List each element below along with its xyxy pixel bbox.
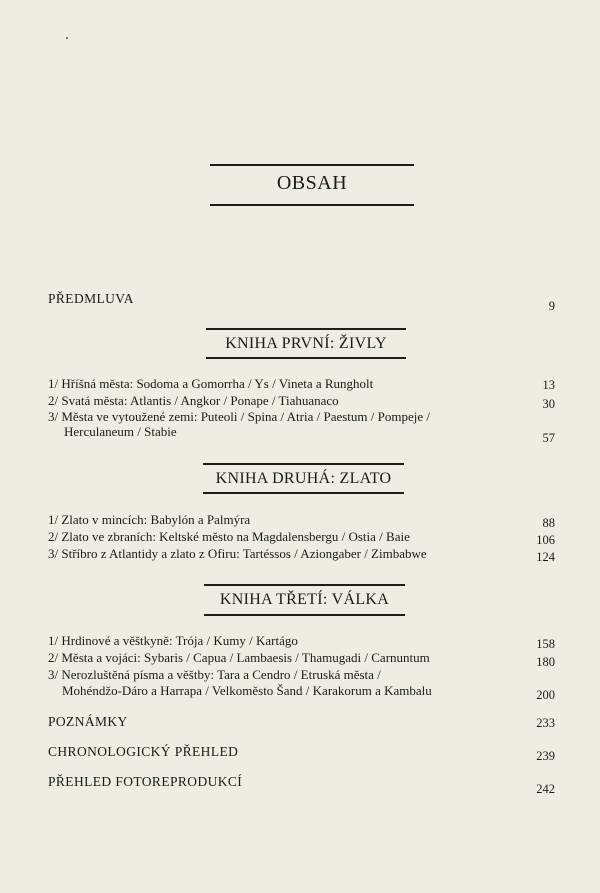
book1-entry2-line1: 2/ Svatá města: Atlantis / Angkor / Ponape / Tiahuanaco: [48, 393, 339, 408]
book3-entry2-line1: 2/ Města a vojáci: Sybaris / Capua / Lambaesis / Thamugadi / Carnuntum: [48, 650, 430, 665]
book2-heading: KNIHA DRUHÁ: ZLATO: [215, 470, 392, 487]
book3-entry3-line1: 3/ Nerozluštěná písma a věštby: Tara a Cendro / Etruská města /: [48, 667, 381, 682]
book1-rule-bottom: [206, 357, 406, 359]
book2-entry1-page: 88: [542, 516, 555, 530]
appendix-chronology-page: 239: [536, 749, 555, 763]
book1-entry1-line1: 1/ Hříšná města: Sodoma a Gomorrha / Ys / Vineta a Rungholt: [48, 376, 374, 391]
book2-entry2-page: 106: [536, 533, 555, 547]
book3-heading: KNIHA TŘETÍ: VÁLKA: [219, 591, 390, 608]
book2-entry2-line1: 2/ Zlato ve zbraních: Keltské město na Magdalensbergu / Ostia / Baie: [48, 529, 410, 544]
book3-entry3-page: 200: [536, 688, 555, 702]
book3-rule-bottom: [204, 614, 405, 616]
book1-entry3-page: 57: [542, 431, 555, 445]
page-speck: [66, 37, 68, 39]
book3-entry3-line2: Mohéndžo-Dáro a Harrapa / Velkoměsto Šand / Karakorum a Kambalu: [62, 683, 432, 698]
book3-entry1-line1: 1/ Hrdinové a věštkyně: Trója / Kumy / Kartágo: [48, 633, 298, 648]
book2-entry3-line1: 3/ Stříbro z Atlantidy a zlato z Ofiru: Tartéssos / Aziongaber / Zimbabwe: [48, 546, 427, 561]
appendix-notes-page: 233: [536, 716, 555, 730]
book1-entry3-line2: Herculaneum / Stabie: [64, 424, 177, 439]
appendix-chronology-label: CHRONOLOGICKÝ PŘEHLED: [48, 744, 239, 759]
preface-label: PŘEDMLUVA: [48, 291, 134, 306]
book1-entry1-page: 13: [542, 378, 555, 392]
title-rule-top: [210, 164, 414, 166]
book2-entry1-line1: 1/ Zlato v mincích: Babylón a Palmýra: [48, 512, 251, 527]
book3-rule-top: [204, 584, 405, 586]
book1-rule-top: [206, 328, 406, 330]
book2-rule-bottom: [203, 492, 404, 494]
book1-heading: KNIHA PRVNÍ: ŽIVLY: [225, 335, 387, 352]
book3-entry1-page: 158: [536, 637, 555, 651]
page-title: OBSAH: [276, 172, 348, 194]
appendix-notes-label: POZNÁMKY: [48, 714, 128, 729]
book1-entry3-line1: 3/ Města ve vytoužené zemi: Puteoli / Spina / Atria / Paestum / Pompeje /: [48, 409, 430, 424]
book1-entry2-page: 30: [542, 397, 555, 411]
title-rule-bottom: [210, 204, 414, 206]
appendix-photos-label: PŘEHLED FOTOREPRODUKCÍ: [48, 774, 243, 789]
book2-rule-top: [203, 463, 404, 465]
book2-entry3-page: 124: [536, 550, 555, 564]
book3-entry2-page: 180: [536, 655, 555, 669]
appendix-photos-page: 242: [536, 782, 555, 796]
preface-page: 9: [548, 299, 555, 313]
